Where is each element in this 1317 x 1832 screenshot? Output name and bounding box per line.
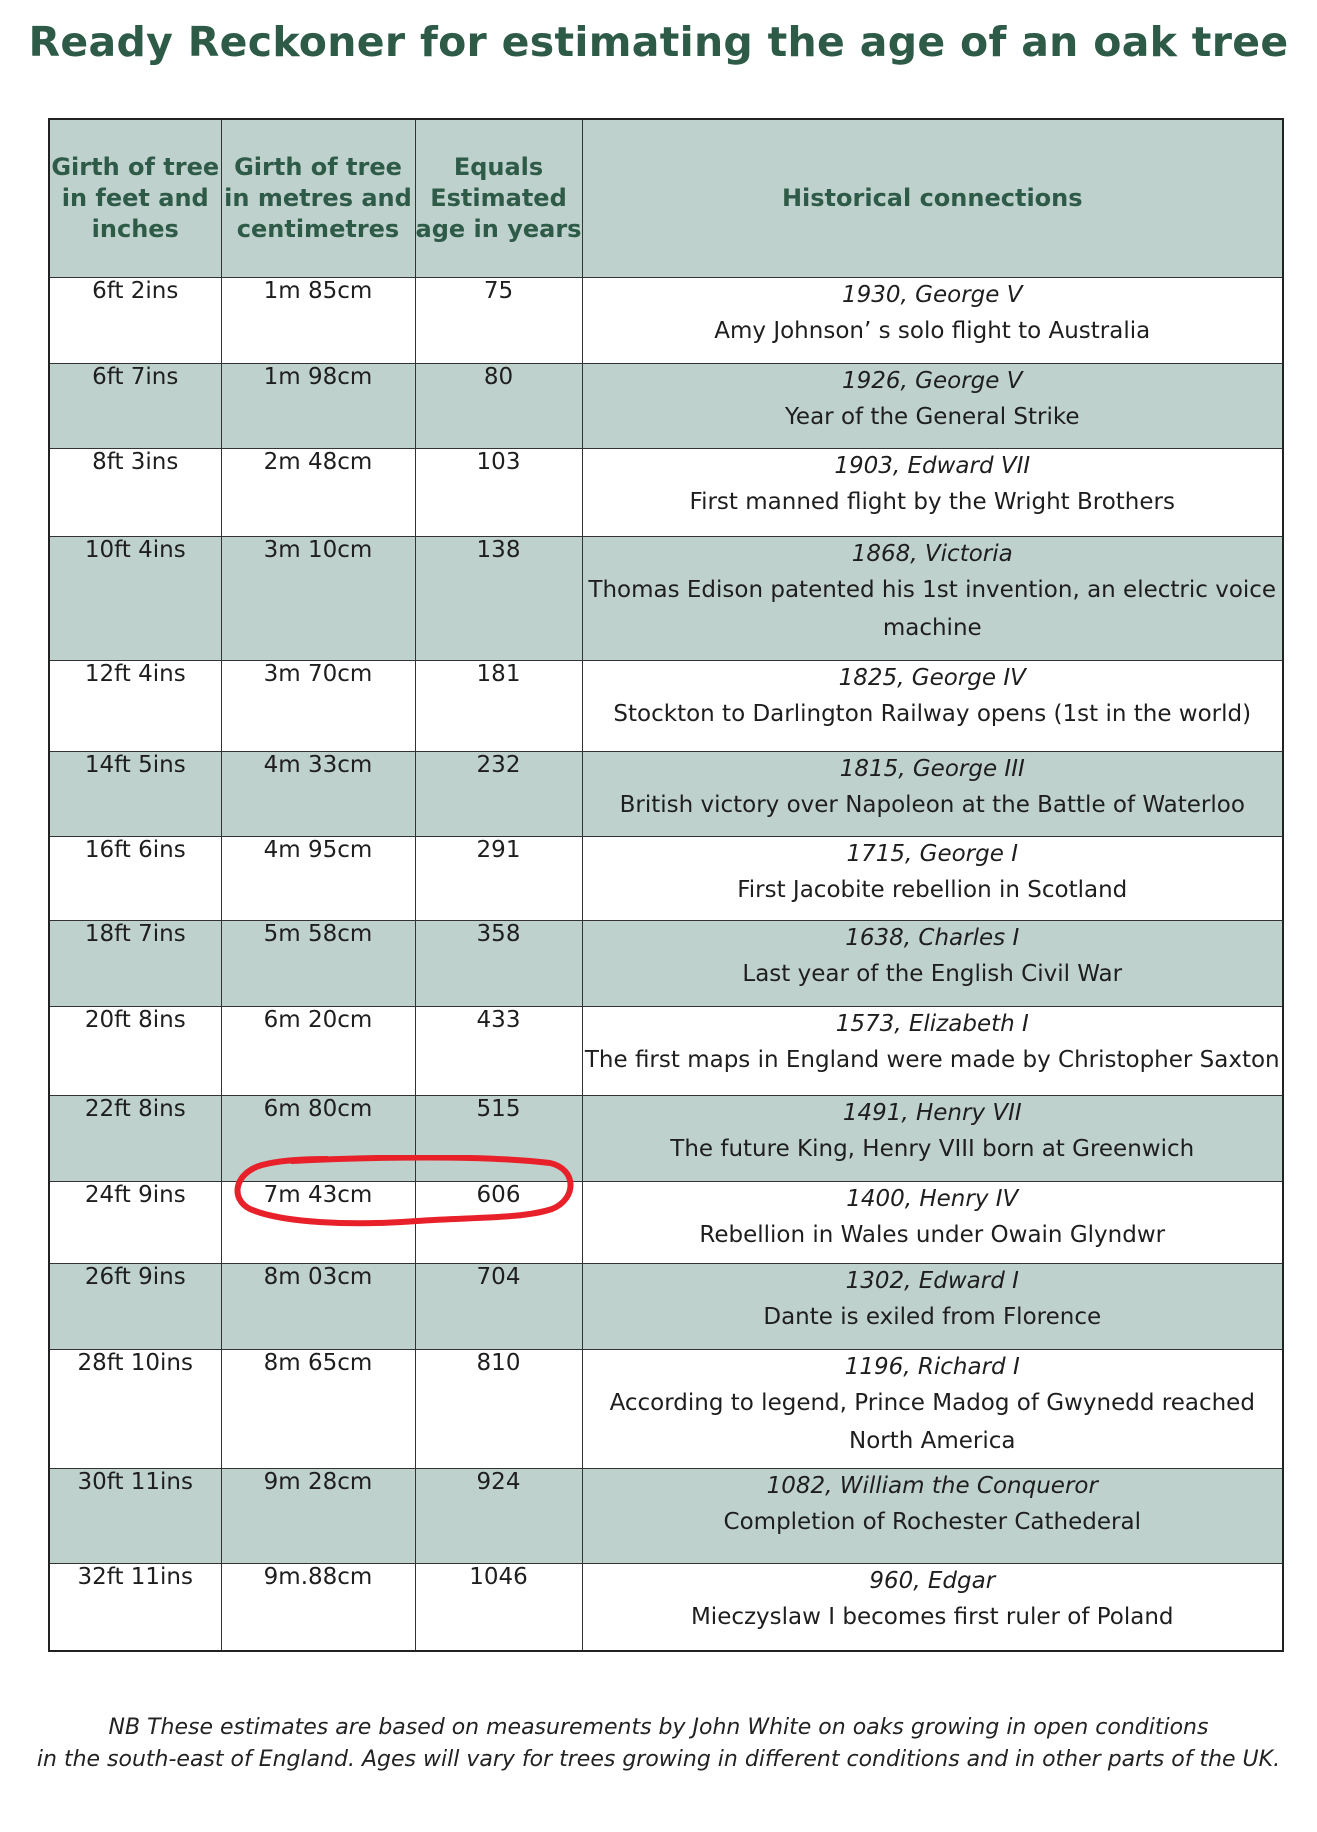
girth-metric: 5m 58cm <box>221 921 415 1007</box>
historical-connection <box>582 837 1283 921</box>
girth-feet: 32ft 11ins <box>49 1564 221 1651</box>
event: First manned flight by the Wright Brothers <box>689 489 1175 515</box>
historical-connection <box>582 1469 1283 1564</box>
girth-metric: 7m 43cm <box>221 1182 415 1264</box>
table-row <box>49 921 1283 1007</box>
table-row <box>49 364 1283 449</box>
table-row <box>49 1264 1283 1350</box>
reign: 1491, Henry VII <box>842 1100 1022 1126</box>
header-age: Equals Estimated age in years <box>415 119 582 278</box>
reign: 1638, Charles I <box>845 925 1020 951</box>
girth-metric: 3m 10cm <box>221 537 415 661</box>
historical-connection <box>582 1007 1283 1096</box>
girth-metric: 4m 95cm <box>221 837 415 921</box>
estimated-age: 103 <box>415 449 582 537</box>
girth-feet: 18ft 7ins <box>49 921 221 1007</box>
estimated-age: 515 <box>415 1096 582 1182</box>
table-row <box>49 1350 1283 1469</box>
girth-metric: 2m 48cm <box>221 449 415 537</box>
girth-feet: 22ft 8ins <box>49 1096 221 1182</box>
table-row <box>49 661 1283 752</box>
event: Amy Johnson’ s solo flight to Australia <box>714 318 1151 344</box>
header-feet: Girth of tree in feet and inches <box>49 119 221 278</box>
estimated-age: 138 <box>415 537 582 661</box>
table-row <box>49 1007 1283 1096</box>
reign: 1082, William the Conqueror <box>766 1473 1098 1499</box>
estimated-age: 704 <box>415 1264 582 1350</box>
girth-feet: 6ft 7ins <box>49 364 221 449</box>
historical-connection <box>582 661 1283 752</box>
table-row <box>49 1096 1283 1182</box>
estimated-age: 606 <box>415 1182 582 1264</box>
event: First Jacobite rebellion in Scotland <box>737 877 1128 903</box>
table-row <box>49 752 1283 837</box>
girth-metric: 8m 03cm <box>221 1264 415 1350</box>
event: According to legend, Prince Madog of Gwynedd reached North America <box>609 1390 1255 1454</box>
estimated-age: 358 <box>415 921 582 1007</box>
historical-connection <box>582 278 1283 364</box>
estimated-age: 433 <box>415 1007 582 1096</box>
girth-metric: 9m.88cm <box>221 1564 415 1651</box>
event: Last year of the English Civil War <box>742 961 1123 987</box>
table-row <box>49 1564 1283 1651</box>
reign: 1400, Henry IV <box>846 1186 1019 1212</box>
girth-metric: 8m 65cm <box>221 1350 415 1469</box>
girth-metric: 3m 70cm <box>221 661 415 752</box>
girth-metric: 4m 33cm <box>221 752 415 837</box>
girth-feet: 20ft 8ins <box>49 1007 221 1096</box>
girth-metric: 1m 98cm <box>221 364 415 449</box>
girth-feet: 6ft 2ins <box>49 278 221 364</box>
estimated-age: 291 <box>415 837 582 921</box>
girth-feet: 28ft 10ins <box>49 1350 221 1469</box>
table-row <box>49 278 1283 364</box>
historical-connection <box>582 1096 1283 1182</box>
reign: 1903, Edward VII <box>834 453 1031 479</box>
reign: 1815, George III <box>839 756 1025 782</box>
historical-connection <box>582 921 1283 1007</box>
estimated-age: 80 <box>415 364 582 449</box>
historical-connection <box>582 1264 1283 1350</box>
event: Thomas Edison patented his 1st invention, an electric voice machine <box>588 577 1277 641</box>
estimated-age: 924 <box>415 1469 582 1564</box>
historical-connection <box>582 537 1283 661</box>
reign: 1930, George V <box>842 282 1023 308</box>
event: Dante is exiled from Florence <box>763 1304 1102 1330</box>
girth-feet: 10ft 4ins <box>49 537 221 661</box>
girth-feet: 26ft 9ins <box>49 1264 221 1350</box>
reign: 1868, Victoria <box>851 541 1013 567</box>
event: The first maps in England were made by Christopher Saxton <box>584 1047 1280 1073</box>
event: Stockton to Darlington Railway opens (1st in the world) <box>613 701 1252 727</box>
header-row <box>49 119 1283 278</box>
girth-feet: 30ft 11ins <box>49 1469 221 1564</box>
event: Rebellion in Wales under Owain Glyndwr <box>699 1222 1166 1248</box>
estimated-age: 1046 <box>415 1564 582 1651</box>
reign: 960, Edgar <box>869 1568 996 1594</box>
historical-connection <box>582 364 1283 449</box>
reign: 1573, Elizabeth I <box>835 1011 1029 1037</box>
historical-connection <box>582 1564 1283 1651</box>
girth-metric: 6m 80cm <box>221 1096 415 1182</box>
girth-metric: 6m 20cm <box>221 1007 415 1096</box>
girth-metric: 1m 85cm <box>221 278 415 364</box>
girth-feet: 14ft 5ins <box>49 752 221 837</box>
footnote-line-1: NB These estimates are based on measurements by John White on oaks growing in open conditions <box>108 1715 1209 1740</box>
estimated-age: 232 <box>415 752 582 837</box>
table-row-highlighted <box>49 1182 1283 1264</box>
header-history: Historical connections <box>582 119 1283 278</box>
estimated-age: 181 <box>415 661 582 752</box>
event: The future King, Henry VIII born at Greenwich <box>670 1136 1195 1162</box>
footnote <box>0 1712 1317 1776</box>
girth-feet: 12ft 4ins <box>49 661 221 752</box>
girth-feet: 8ft 3ins <box>49 449 221 537</box>
estimated-age: 810 <box>415 1350 582 1469</box>
historical-connection <box>582 752 1283 837</box>
reign: 1302, Edward I <box>845 1268 1019 1294</box>
reign: 1825, George IV <box>838 665 1026 691</box>
footnote-line-2: in the south-east of England. Ages will vary for trees growing in different conditions and in other parts of the UK. <box>36 1747 1281 1772</box>
event: Completion of Rochester Cathederal <box>723 1509 1141 1535</box>
table-row <box>49 1469 1283 1564</box>
historical-connection <box>582 1350 1283 1469</box>
historical-connection <box>582 449 1283 537</box>
reign: 1196, Richard I <box>844 1354 1020 1380</box>
event: Year of the General Strike <box>784 404 1080 430</box>
reign: 1715, George I <box>846 841 1018 867</box>
estimated-age: 75 <box>415 278 582 364</box>
girth-feet: 24ft 9ins <box>49 1182 221 1264</box>
event: Mieczyslaw I becomes first ruler of Poland <box>690 1604 1174 1630</box>
reign: 1926, George V <box>842 368 1023 394</box>
table-row <box>49 837 1283 921</box>
historical-connection <box>582 1182 1283 1264</box>
event: British victory over Napoleon at the Battle of Waterloo <box>619 792 1245 818</box>
reckoner-table <box>48 118 1284 1652</box>
header-metric: Girth of tree in metres and centimetres <box>221 119 415 278</box>
table-row <box>49 537 1283 661</box>
girth-feet: 16ft 6ins <box>49 837 221 921</box>
page-title: Ready Reckoner for estimating the age of an oak tree <box>28 18 1289 66</box>
table-row <box>49 449 1283 537</box>
girth-metric: 9m 28cm <box>221 1469 415 1564</box>
